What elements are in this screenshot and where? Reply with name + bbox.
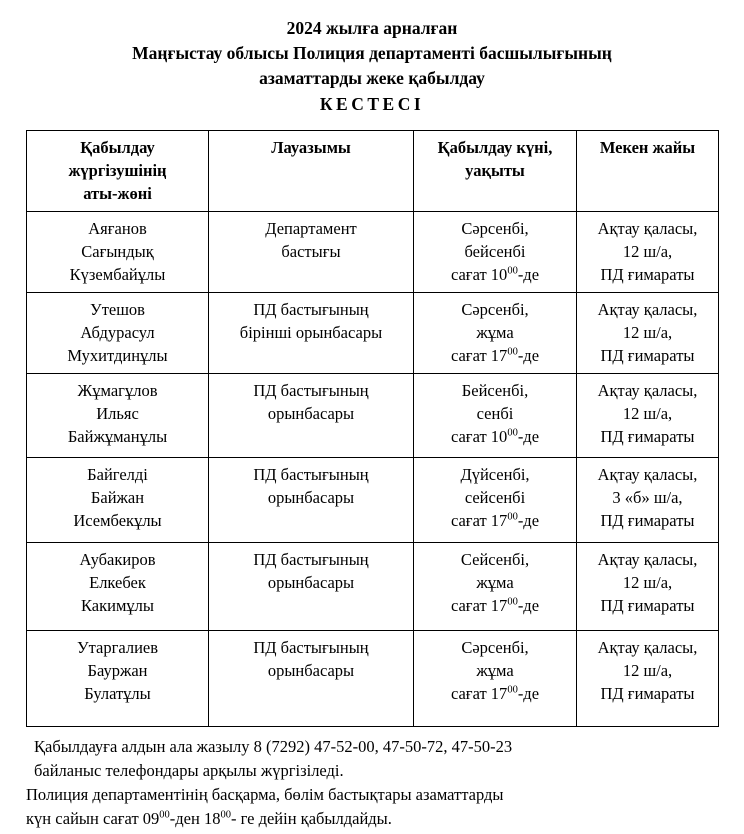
name-line-1: Аяғанов: [88, 219, 147, 238]
footer-line-1: Қабылдауға алдын ала жазылу 8 (7292) 47-52-00, 47-50-72, 47-50-23: [34, 737, 513, 756]
column-header-datetime-line-1: Қабылдау күні,: [437, 138, 553, 157]
position-line-1: Департамент: [265, 219, 357, 238]
schedule-table-container: [26, 130, 718, 727]
schedule-day-2: сейсенбі: [464, 488, 526, 507]
address-line-1: Ақтау қаласы,: [597, 638, 698, 657]
table-header-row: [27, 131, 719, 212]
name-line-3: Исембекұлы: [73, 511, 162, 530]
footer-notes: [26, 735, 726, 831]
table-row: [27, 458, 719, 543]
address-line-2: 12 ш/а,: [622, 573, 673, 592]
address-line-1: Ақтау қаласы,: [597, 219, 698, 238]
schedule-time-suffix: -де: [517, 596, 540, 615]
address-line-2: 3 «б» ш/а,: [612, 488, 683, 507]
schedule-time-suffix: -де: [517, 265, 540, 284]
schedule-day-2: сенбі: [476, 404, 514, 423]
name-line-1: Жұмагұлов: [77, 381, 158, 400]
cell-schedule: [414, 631, 577, 727]
name-line-2: Абдурасул: [80, 323, 155, 342]
schedule-time-minutes: 00: [507, 684, 518, 696]
cell-address: [577, 293, 719, 374]
name-line-1: Байгелді: [87, 465, 148, 484]
cell-name: [27, 212, 209, 293]
schedule-time-minutes: 00: [507, 346, 518, 358]
cell-schedule: [414, 543, 577, 631]
name-line-2: Ильяс: [96, 404, 139, 423]
address-line-2: 12 ш/а,: [622, 404, 673, 423]
table-row: [27, 543, 719, 631]
footer-hours-prefix: күн сайын сағат 09: [26, 809, 160, 828]
schedule-time-suffix: -де: [517, 427, 540, 446]
schedule-time: [418, 425, 572, 448]
name-line-2: Елкебек: [89, 573, 146, 592]
column-header-position: [209, 131, 414, 212]
position-line-2: орынбасары: [267, 661, 355, 680]
cell-address: [577, 458, 719, 543]
name-line-1: Утешов: [90, 300, 145, 319]
schedule-time-prefix: сағат 17: [450, 596, 508, 615]
address-line-1: Ақтау қаласы,: [597, 300, 698, 319]
name-line-2: Байжан: [90, 488, 145, 507]
schedule-time-suffix: -де: [517, 346, 540, 365]
schedule-day-2: жұма: [476, 573, 514, 592]
table-header: [27, 131, 719, 212]
address-line-2: 12 ш/а,: [622, 242, 673, 261]
schedule-time: [418, 344, 572, 367]
position-line-1: ПД бастығының: [253, 381, 369, 400]
name-line-3: Какимұлы: [81, 596, 154, 615]
schedule-day-1: Сәрсенбі,: [461, 300, 529, 319]
name-line-3: Мухитдинұлы: [67, 346, 168, 365]
table-row: [27, 212, 719, 293]
schedule-time: [418, 509, 572, 532]
address-line-3: ПД ғимараты: [600, 346, 695, 365]
schedule-time: [418, 263, 572, 286]
schedule-time-prefix: сағат 17: [450, 684, 508, 703]
schedule-day-1: Бейсенбі,: [461, 381, 529, 400]
address-line-1: Ақтау қаласы,: [597, 550, 698, 569]
position-line-1: ПД бастығының: [253, 550, 369, 569]
cell-position: [209, 293, 414, 374]
position-line-2: орынбасары: [267, 404, 355, 423]
cell-position: [209, 458, 414, 543]
name-line-3: Күзембайұлы: [69, 265, 166, 284]
cell-schedule: [414, 212, 577, 293]
address-line-2: 12 ш/а,: [622, 661, 673, 680]
position-line-2: орынбасары: [267, 573, 355, 592]
column-header-address: [577, 131, 719, 212]
table-row: [27, 293, 719, 374]
title-line-2: Маңғыстау облысы Полиция департаменті басшылығының: [132, 43, 612, 63]
position-line-2: орынбасары: [267, 488, 355, 507]
address-line-3: ПД ғимараты: [600, 511, 695, 530]
position-line-1: ПД бастығының: [253, 465, 369, 484]
schedule-time-minutes: 00: [507, 596, 518, 608]
name-line-1: Аубакиров: [79, 550, 156, 569]
name-line-3: Булатұлы: [84, 684, 151, 703]
title-line-3: азаматтарды жеке қабылдау: [259, 68, 485, 88]
address-line-3: ПД ғимараты: [600, 596, 695, 615]
column-header-address-line-1: Мекен жайы: [599, 138, 696, 157]
schedule-time-minutes: 00: [507, 511, 518, 523]
schedule-time-suffix: -де: [517, 684, 540, 703]
name-line-1: Утаргалиев: [76, 638, 159, 657]
name-line-2: Бауржан: [87, 661, 148, 680]
column-header-name-line-2: жүргізушінің: [68, 161, 167, 180]
cell-schedule: [414, 293, 577, 374]
cell-name: [27, 458, 209, 543]
cell-position: [209, 543, 414, 631]
footer-line-4: [26, 807, 726, 831]
schedule-time-prefix: сағат 10: [450, 427, 508, 446]
cell-name: [27, 374, 209, 458]
cell-name: [27, 543, 209, 631]
address-line-1: Ақтау қаласы,: [597, 465, 698, 484]
table-row: [27, 631, 719, 727]
cell-position: [209, 212, 414, 293]
table-body: [27, 212, 719, 727]
cell-address: [577, 212, 719, 293]
schedule-time-prefix: сағат 17: [450, 511, 508, 530]
cell-position: [209, 631, 414, 727]
column-header-position-line-1: Лауазымы: [271, 138, 351, 157]
schedule-table: [26, 130, 719, 727]
column-header-datetime: [414, 131, 577, 212]
schedule-day-1: Дүйсенбі,: [460, 465, 530, 484]
column-header-datetime-line-2: уақыты: [465, 161, 525, 180]
column-header-name: [27, 131, 209, 212]
footer-hours-suffix: - ге дейін қабылдайды.: [230, 809, 392, 828]
cell-schedule: [414, 374, 577, 458]
title-line-4: КЕСТЕСІ: [319, 94, 425, 114]
schedule-time: [418, 682, 572, 705]
position-line-1: ПД бастығының: [253, 638, 369, 657]
address-line-1: Ақтау қаласы,: [597, 381, 698, 400]
schedule-time-suffix: -де: [517, 511, 540, 530]
address-line-3: ПД ғимараты: [600, 684, 695, 703]
cell-address: [577, 631, 719, 727]
schedule-day-2: бейсенбі: [464, 242, 526, 261]
position-line-2: бірінші орынбасары: [239, 323, 383, 342]
cell-name: [27, 631, 209, 727]
schedule-time-prefix: сағат 10: [450, 265, 508, 284]
table-row: [27, 374, 719, 458]
footer-line-2: байланыс телефондары арқылы жүргізіледі.: [34, 761, 344, 780]
footer-hours-end-minutes: 00: [220, 809, 231, 821]
cell-address: [577, 543, 719, 631]
footer-line-3: Полиция департаментінің басқарма, бөлім бастықтары азаматтарды: [26, 785, 504, 804]
schedule-day-2: жұма: [476, 323, 514, 342]
column-header-name-line-3: аты-жөні: [83, 184, 152, 203]
name-line-3: Байжұманұлы: [67, 427, 168, 446]
cell-name: [27, 293, 209, 374]
schedule-day-1: Сәрсенбі,: [461, 638, 529, 657]
name-line-2: Сағындық: [81, 242, 154, 261]
position-line-2: бастығы: [281, 242, 341, 261]
cell-position: [209, 374, 414, 458]
address-line-3: ПД ғимараты: [600, 265, 695, 284]
title-line-1: 2024 жылға арналған: [286, 18, 458, 38]
position-line-1: ПД бастығының: [253, 300, 369, 319]
cell-schedule: [414, 458, 577, 543]
cell-address: [577, 374, 719, 458]
schedule-time-prefix: сағат 17: [450, 346, 508, 365]
schedule-day-1: Сәрсенбі,: [461, 219, 529, 238]
footer-hours-start-minutes: 00: [159, 809, 170, 821]
schedule-time-minutes: 00: [507, 265, 518, 277]
column-header-name-line-1: Қабылдау: [80, 138, 155, 157]
schedule-time: [418, 594, 572, 617]
schedule-time-minutes: 00: [507, 427, 518, 439]
address-line-2: 12 ш/а,: [622, 323, 673, 342]
document-title: [0, 0, 744, 117]
address-line-3: ПД ғимараты: [600, 427, 695, 446]
schedule-day-1: Сейсенбі,: [460, 550, 530, 569]
schedule-day-2: жұма: [476, 661, 514, 680]
footer-hours-middle: -ден 18: [169, 809, 221, 828]
